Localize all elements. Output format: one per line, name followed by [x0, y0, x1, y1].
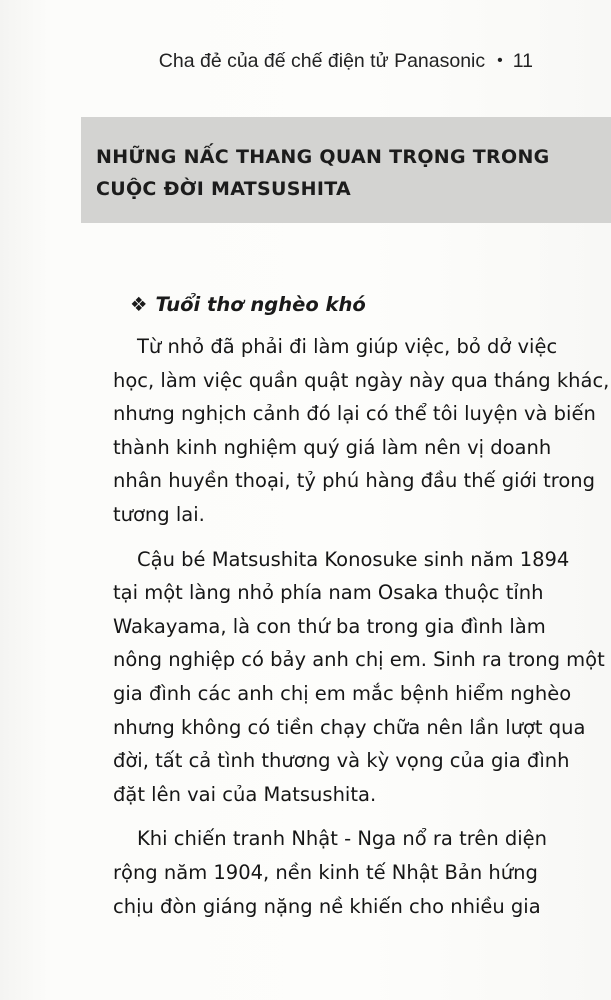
text-line: tương lai.: [113, 502, 205, 526]
text-line: chịu đòn giáng nặng nề khiến cho nhiều gia: [113, 894, 541, 918]
chapter-title-line-1: NHỮNG NẤC THANG QUAN TRỌNG TRONG: [96, 146, 550, 168]
text-line: Wakayama, là con thứ ba trong gia đình làm: [113, 614, 546, 638]
text-line: đặt lên vai của Matsushita.: [113, 782, 377, 806]
text-line: Cậu bé Matsushita Konosuke sinh năm 1894: [137, 547, 570, 571]
text-line: học, làm việc quần quật ngày này qua tháng khác,: [113, 368, 610, 392]
page-number: 11: [512, 50, 533, 72]
chapter-title: [96, 141, 566, 205]
running-header: [159, 50, 533, 73]
text-line: nhưng không có tiền chạy chữa nên lần lượt qua: [113, 715, 586, 739]
chapter-title-line-2: CUỘC ĐỜI MATSUSHITA: [96, 178, 352, 200]
text-line: nhân huyền thoại, tỷ phú hàng đầu thế giới trong: [113, 469, 595, 493]
text-line: rộng năm 1904, nền kinh tế Nhật Bản hứng: [113, 860, 538, 884]
paragraph-3: [113, 822, 548, 923]
text-line: tại một làng nhỏ phía nam Osaka thuộc tỉnh: [113, 581, 544, 605]
section-title: Tuổi thơ nghèo khó: [155, 293, 366, 316]
text-line: Từ nhỏ đã phải đi làm giúp việc, bỏ dở việc: [137, 335, 558, 358]
text-line: nông nghiệp có bảy anh chị em. Sinh ra trong một: [113, 648, 605, 672]
header-bullet: •: [497, 52, 503, 69]
text-line: nhưng nghịch cảnh đó lại có thể tôi luyện và biến: [113, 402, 596, 426]
paragraph-1: [113, 330, 610, 532]
text-line: Khi chiến tranh Nhật - Nga nổ ra trên diện: [137, 827, 548, 851]
text-line: gia đình các anh chị em mắc bệnh hiểm nghèo: [113, 681, 572, 705]
body-text: [113, 330, 610, 934]
paragraph-2: [113, 543, 605, 812]
diamond-bullet-icon: ❖: [130, 293, 148, 316]
running-title: Cha đẻ của đế chế điện tử Panasonic: [158, 50, 486, 72]
text-line: thành kinh nghiệm quý giá làm nên vị doanh: [113, 435, 552, 459]
text-line: đời, tất cả tình thương và kỳ vọng của gia đình: [113, 749, 570, 773]
section-heading: [130, 293, 366, 316]
